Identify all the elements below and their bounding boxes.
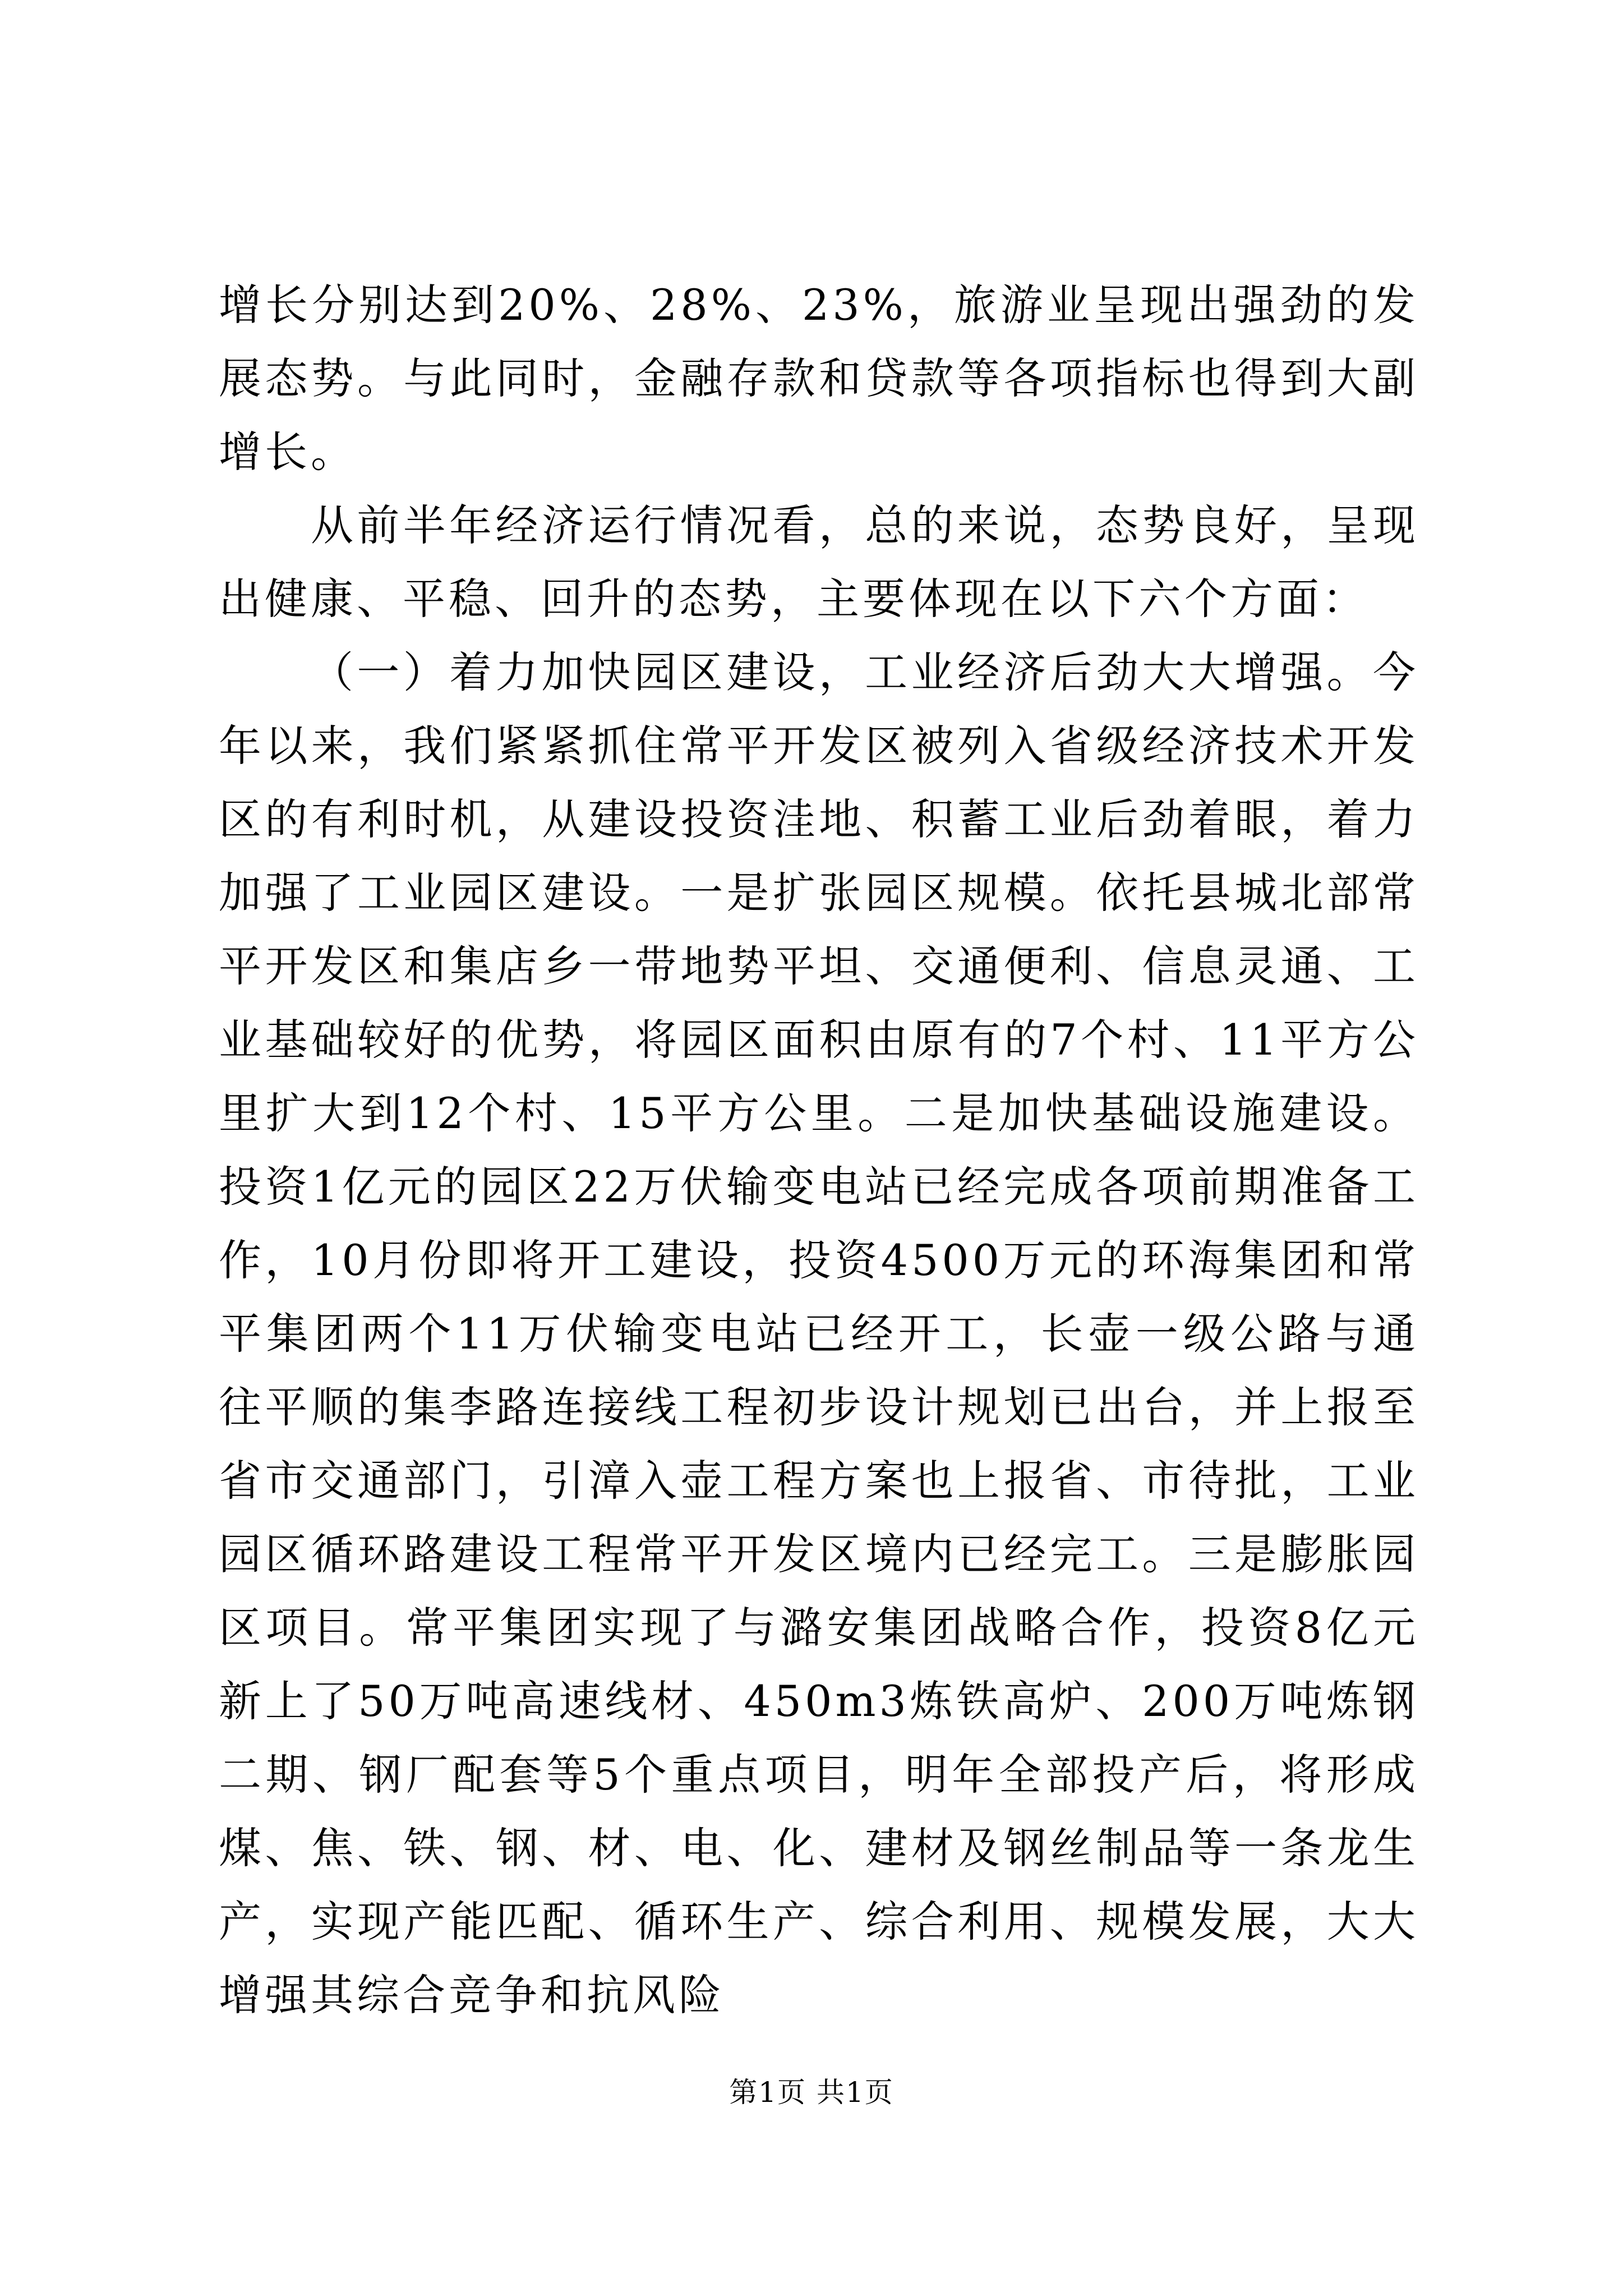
paragraph-section-one: （一）着力加快园区建设，工业经济后劲大大增强。今年以来，我们紧紧抓住常平开发区被列入省级经济技术开发区的有利时机，从建设投资洼地、积蓄工业后劲着眼，着力加强了工业园区建设。一是扩张园区规模。依托县城北部常平开发区和集店乡一带地势平坦、交通便利、信息灵通、工业基础较好的优势，将园区面积由原有的7个村、11平方公里扩大到12个村、15平方公里。二是加快基础设施建设。投资1亿元的园区22万伏输变电站已经完成各项前期准备工作，10月份即将开工建设，投资4500万元的环海集团和常平集团两个11万伏输变电站已经开工，长壶一级公路与通往平顺的集李路连接线工程初步设计规划已出台，并上报至省市交通部门，引漳入壶工程方案也上报省、市待批，工业园区循环路建设工程常平开发区境内已经完工。三是膨胀园区项目。常平集团实现了与潞安集团战略合作，投资8亿元新上了50万吨高速线材、450m3炼铁高炉、200万吨炼钢二期、钢厂配套等5个重点项目，明年全部投产后，将形成煤、焦、铁、钢、材、电、化、建材及钢丝制品等一条龙生产，实现产能匹配、循环生产、综合利用、规模发展，大大增强其综合竞争和抗风险 (219, 647, 1419, 2020)
paragraph-continuation: 增长分别达到20%、28%、23%，旅游业呈现出强劲的发展态势。与此同时，金融存款和贷款等各项指标也得到大副增长。 (219, 280, 1419, 477)
paragraph-overview: 从前半年经济运行情况看，总的来说，态势良好，呈现出健康、平稳、回升的态势，主要体现在以下六个方面： (219, 500, 1419, 624)
page-number-footer: 第1页 共1页 (729, 2076, 894, 2109)
document-body (219, 268, 1419, 2032)
